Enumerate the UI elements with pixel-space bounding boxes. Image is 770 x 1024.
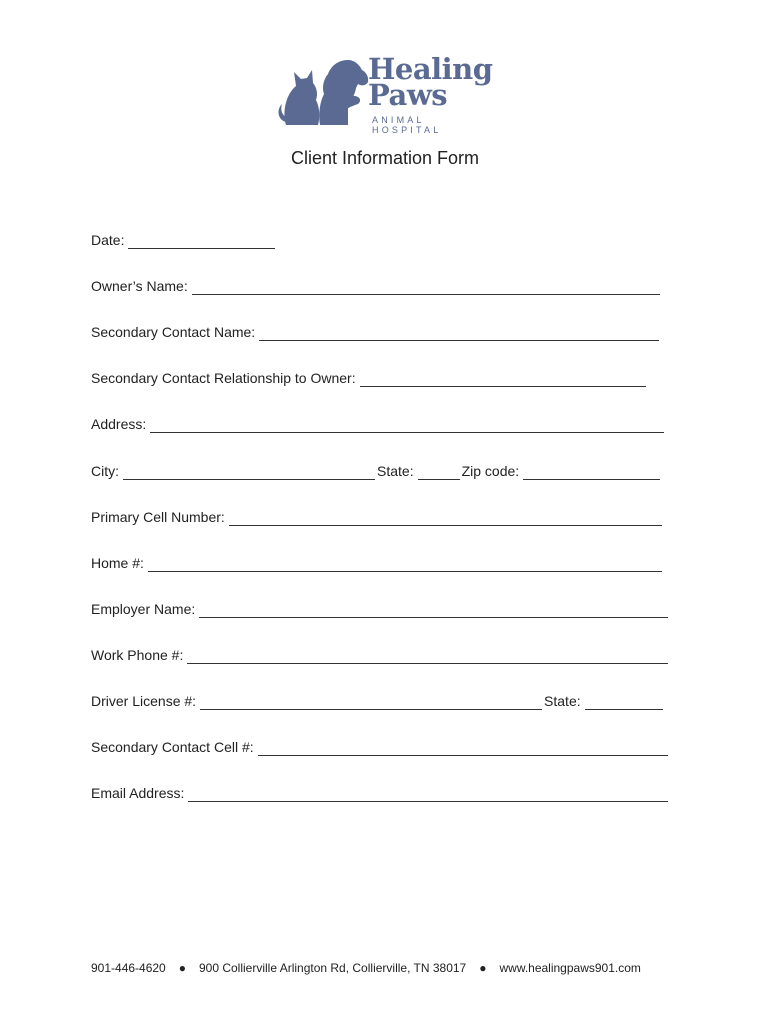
footer-separator: ● <box>479 961 487 975</box>
owner-name-row <box>91 275 662 295</box>
city-label: City: <box>91 463 119 479</box>
city-state-label: State: <box>377 463 414 479</box>
owner-name-line[interactable] <box>192 280 660 295</box>
address-row <box>91 413 666 433</box>
secondary-relationship-row <box>91 367 648 387</box>
secondary-relationship-line[interactable] <box>360 372 646 387</box>
home-label: Home #: <box>91 555 144 571</box>
driver-license-row <box>91 690 665 710</box>
form-title: Client Information Form <box>290 148 480 168</box>
footer-separator: ● <box>178 961 186 975</box>
footer <box>91 961 691 975</box>
logo-tagline: ANIMAL HOSPITAL <box>372 115 442 135</box>
home-line[interactable] <box>148 557 662 572</box>
cat-and-dog-silhouette-icon <box>276 52 372 130</box>
primary-cell-row <box>91 506 664 526</box>
secondary-cell-line[interactable] <box>258 741 668 756</box>
home-row <box>91 552 664 572</box>
work-phone-row <box>91 644 670 664</box>
dl-state-label: State: <box>544 693 581 709</box>
driver-license-label: Driver License #: <box>91 693 197 709</box>
email-line[interactable] <box>188 787 668 802</box>
date-label: Date: <box>91 232 125 248</box>
city-state-zip-row <box>91 460 662 480</box>
dl-state-line[interactable] <box>585 695 663 710</box>
employer-row <box>91 598 670 618</box>
logo-name-line2: Paws <box>368 78 448 112</box>
secondary-contact-name-label: Secondary Contact Name: <box>91 324 256 340</box>
footer-address: 900 Collierville Arlington Rd, Collierville, TN 38017 <box>198 961 467 975</box>
secondary-contact-name-line[interactable] <box>259 326 659 341</box>
driver-license-line[interactable] <box>200 695 542 710</box>
address-label: Address: <box>91 416 147 432</box>
email-row <box>91 782 670 802</box>
email-label: Email Address: <box>91 785 185 801</box>
secondary-cell-label: Secondary Contact Cell #: <box>91 739 254 755</box>
employer-label: Employer Name: <box>91 601 196 617</box>
zip-line[interactable] <box>523 465 660 480</box>
city-state-line[interactable] <box>418 465 460 480</box>
logo-name-line1: Healing <box>368 52 493 86</box>
primary-cell-label: Primary Cell Number: <box>91 509 225 525</box>
owner-name-label: Owner’s Name: <box>91 278 188 294</box>
footer-website[interactable]: www.healingpaws901.com <box>499 961 641 975</box>
city-line[interactable] <box>123 465 375 480</box>
date-line[interactable] <box>128 234 275 249</box>
employer-line[interactable] <box>199 603 668 618</box>
healing-paws-logo <box>276 52 496 135</box>
footer-phone: 901-446-4620 <box>91 961 166 975</box>
work-phone-label: Work Phone #: <box>91 647 184 663</box>
secondary-contact-name-row <box>91 321 661 341</box>
address-line[interactable] <box>150 418 664 433</box>
zip-label: Zip code: <box>461 463 520 479</box>
secondary-cell-row <box>91 736 670 756</box>
secondary-relationship-label: Secondary Contact Relationship to Owner: <box>91 370 356 386</box>
primary-cell-line[interactable] <box>229 511 662 526</box>
date-row <box>91 229 277 249</box>
work-phone-line[interactable] <box>187 649 668 664</box>
